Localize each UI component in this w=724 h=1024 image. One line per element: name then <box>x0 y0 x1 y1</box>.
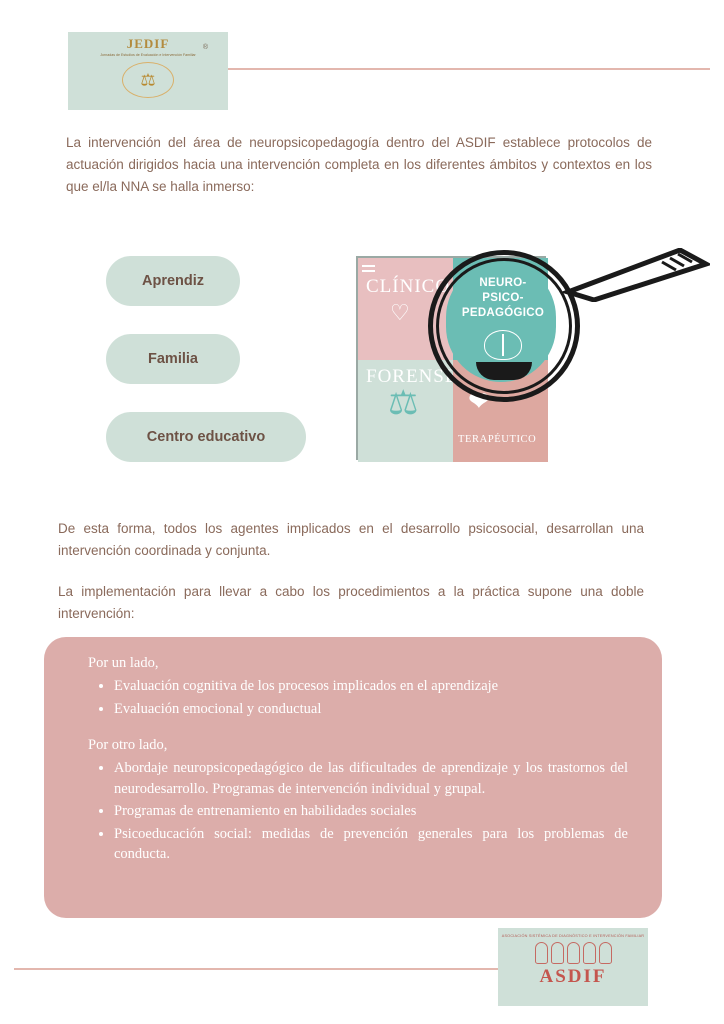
highlight-box <box>44 637 662 918</box>
registered-mark-icon: ® <box>202 44 208 51</box>
footer-divider <box>14 968 514 970</box>
asdif-logo <box>498 928 648 1006</box>
magnifier-label-line1: NEURO- <box>479 277 527 289</box>
puzzle-label-terapeutico: TERAPÉUTICO <box>458 434 537 445</box>
highlight-list-1 <box>92 676 632 719</box>
highlight-heading-1: Por un lado, <box>88 655 159 671</box>
magnifier-inner-ring <box>436 258 572 394</box>
scales-emblem-icon: ⚖ <box>120 60 176 100</box>
heart-icon: ♡ <box>390 300 410 325</box>
highlight-list-2 <box>92 758 632 865</box>
paragraph-implementacion: La implementación para llevar a cabo los procedimientos a la práctica supone una doble intervención: <box>58 584 644 621</box>
list-item: • Evaluación cognitiva de los procesos implicados en el aprendizaje <box>114 676 632 697</box>
scales-icon: ⚖ <box>388 384 419 422</box>
pill-aprendiz: Aprendiz <box>106 256 240 306</box>
jedif-logo-name: JEDIF <box>126 36 170 51</box>
header-divider <box>228 68 710 70</box>
paragraph-coordinada: De esta forma, todos los agentes implicados en el desarrollo psicosocial, desarrollan una intervención coordinada y conjunta. <box>58 521 644 558</box>
magnifier-label-line2: PSICO- <box>482 292 524 305</box>
family-figures-icon <box>535 942 612 964</box>
puzzle-label-forense: FORENSE <box>366 366 458 387</box>
asdif-logo-subtitle: ASOCIACIÓN SISTÉMICA DE DIAGNÓSTICO E INTERVENCIÓN FAMILIAR <box>501 934 645 938</box>
highlight-heading-2: Por otro lado, <box>88 737 168 754</box>
magnifier-label-line3: PEDAGÓGICO <box>461 307 545 320</box>
helping-hand-icon: ❤ <box>468 386 490 416</box>
list-item: • Psicoeducación social: medidas de prevención generales para los problemas de conducta. <box>114 824 632 865</box>
jedif-logo <box>68 32 228 110</box>
pill-centro-educativo: Centro educativo <box>106 412 306 462</box>
jedif-logo-subtitle: Jornadas de Estudios de Evaluación e Intervención Familiar <box>100 53 196 57</box>
list-item: • Evaluación emocional y conductual <box>114 699 632 720</box>
magnifier-handle-icon <box>560 248 710 302</box>
intro-paragraph: La intervención del área de neuropsicopedagogía dentro del ASDIF establece protocolos de actuación dirigidos hacia una intervención completa en los diferentes ámbitos y contextos en los que el/la NNA se halla inmerso: <box>66 135 652 194</box>
list-item: • Programas de entrenamiento en habilidades sociales <box>114 801 632 822</box>
asdif-logo-name: ASDIF <box>539 966 607 988</box>
list-item: • Abordaje neuropsicopedagógico de las dificultades de aprendizaje y los trastornos del neurodesarrollo. Programas de intervención individual y grupal. <box>114 758 632 799</box>
puzzle-label-clinico: CLÍNICO <box>366 276 451 297</box>
pill-familia: Familia <box>106 334 240 384</box>
